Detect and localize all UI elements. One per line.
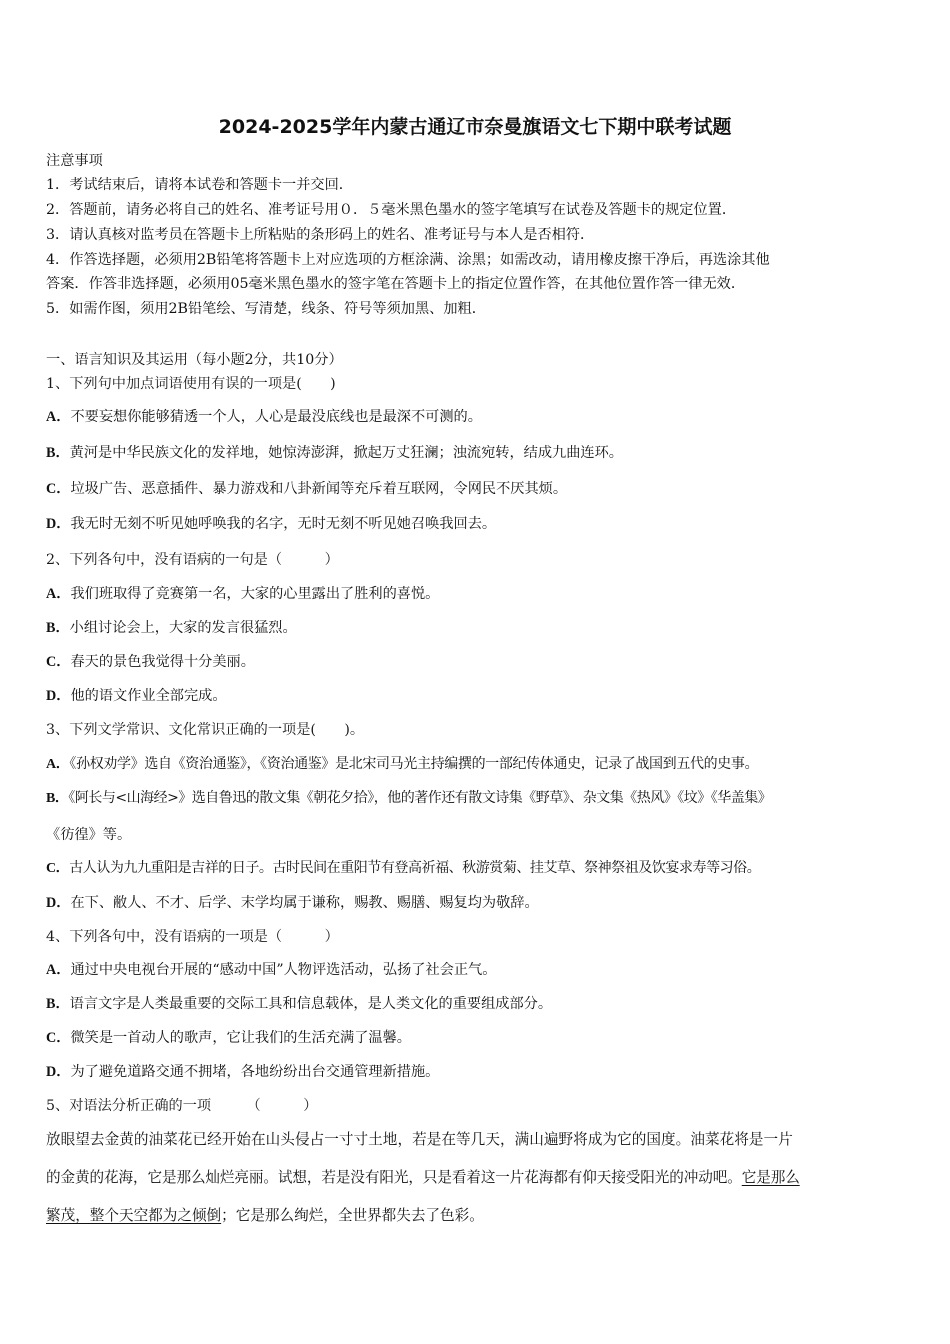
option-letter: B． bbox=[46, 445, 70, 461]
q3-option-c bbox=[46, 858, 760, 879]
passage-text: ；它是那么绚烂，全世界都失去了色彩。 bbox=[221, 1207, 484, 1224]
q3-option-a bbox=[46, 754, 758, 775]
question-2-stem: 2、下列各句中，没有语病的一句是（ ） bbox=[46, 552, 339, 568]
option-text: 通过中央电视台开展的“感动中国”人物评选活动，弘扬了社会正气。 bbox=[70, 962, 497, 978]
notice-item-4-cont: 答案．作答非选择题，必须用05毫米黑色墨水的签字笔在答题卡上的指定位置作答，在其他位置作答一律无效． bbox=[46, 276, 746, 292]
q2-option-d bbox=[46, 686, 227, 706]
option-letter: D． bbox=[46, 1064, 71, 1080]
q1-option-a bbox=[46, 407, 482, 427]
option-letter: D． bbox=[46, 688, 71, 704]
option-letter: A． bbox=[46, 757, 70, 772]
question-1-stem: 1、下列句中加点词语使用有误的一项是( ) bbox=[46, 376, 336, 392]
q1-option-d bbox=[46, 514, 496, 534]
option-letter: B． bbox=[46, 620, 70, 636]
option-text: 语言文字是人类最重要的交际工具和信息载体，是人类文化的重要组成部分。 bbox=[69, 996, 553, 1012]
notice-item-4: 4．作答选择题，必须用2B铅笔将答题卡上对应选项的方框涂满、涂黑；如需改动，请用橡皮擦干净后，再选涂其他 bbox=[46, 252, 770, 268]
q4-option-d bbox=[46, 1062, 439, 1082]
notice-item-5: 5．如需作图，须用2B铅笔绘、写清楚，线条、符号等须加黑、加粗． bbox=[46, 301, 486, 317]
option-letter: B． bbox=[46, 791, 69, 806]
q2-option-c bbox=[46, 652, 255, 672]
q1-option-b bbox=[46, 443, 623, 463]
q2-option-a bbox=[46, 584, 439, 604]
option-text: 黄河是中华民族文化的发祥地，她惊涛澎湃，掀起万丈狂澜；浊流宛转，结成九曲连环。 bbox=[69, 445, 623, 461]
q4-option-a bbox=[46, 960, 496, 980]
q3-option-b-cont: 《彷徨》等。 bbox=[46, 827, 132, 843]
option-letter: C． bbox=[46, 654, 71, 670]
q4-option-b bbox=[46, 994, 552, 1014]
option-text: 在下、敝人、不才、后学、末学均属于谦称，赐教、赐膳、赐复均为敬辞。 bbox=[70, 895, 539, 911]
option-text: 小组讨论会上，大家的发言很猛烈。 bbox=[69, 620, 297, 636]
option-text: 他的语文作业全部完成。 bbox=[70, 688, 227, 704]
underlined-sentence: 它是那么 bbox=[741, 1169, 800, 1186]
q3-option-b bbox=[46, 788, 771, 809]
option-text: 古人认为九九重阳是吉祥的日子。古时民间在重阳节有登高祈福、秋游赏菊、挂艾草、祭神祭祖及饮宴求寿等习俗。 bbox=[69, 860, 761, 876]
underlined-sentence: 繁茂，整个天空都为之倾倒 bbox=[46, 1207, 222, 1224]
page-title: 2024-2025学年内蒙古通辽市奈曼旗语文七下期中联考试题 bbox=[218, 116, 732, 138]
q5-passage-line-3 bbox=[46, 1206, 484, 1226]
notice-item-2: 2．答题前，请务必将自己的姓名、准考证号用０．５毫米黑色墨水的签字笔填写在试卷及答题卡的规定位置． bbox=[46, 202, 737, 218]
q5-passage-line-1: 放眼望去金黄的油菜花已经开始在山头侵占一寸寸土地，若是在等几天，满山遍野将成为它的国度。油菜花将是一片 bbox=[46, 1131, 793, 1148]
notice-item-1: 1．考试结束后，请将本试卷和答题卡一并交回． bbox=[46, 177, 353, 193]
option-text: 我无时无刻不听见她呼唤我的名字，无时无刻不听见她召唤我回去。 bbox=[70, 516, 497, 532]
notice-heading: 注意事项 bbox=[46, 153, 103, 169]
q1-option-c bbox=[46, 479, 567, 499]
option-text: 《阿长与<山海经>》选自鲁迅的散文集《朝花夕拾》，他的著作还有散文诗集《野草》、杂文集《热风》《坟》《华盖集》 bbox=[68, 790, 772, 806]
option-letter: D． bbox=[46, 516, 71, 532]
question-4-stem: 4、下列各句中，没有语病的一项是（ ） bbox=[46, 929, 339, 945]
option-text: 垃圾广告、恶意插件、暴力游戏和八卦新闻等充斥着互联网，令网民不厌其烦。 bbox=[70, 481, 568, 497]
option-text: 《孙权劝学》选自《资治通鉴》，《资治通鉴》是北宋司马光主持编撰的一部纪传体通史，记录了战国到五代的史事。 bbox=[69, 756, 759, 772]
option-letter: A． bbox=[46, 409, 71, 425]
option-letter: C． bbox=[46, 1030, 71, 1046]
option-text: 为了避免道路交通不拥堵，各地纷纷出台交通管理新措施。 bbox=[70, 1064, 440, 1080]
q4-option-c bbox=[46, 1028, 411, 1048]
section-heading: 一、语言知识及其运用（每小题2分，共10分） bbox=[46, 352, 343, 368]
option-text: 不要妄想你能够猜透一个人，人心是最没底线也是最深不可测的。 bbox=[70, 409, 482, 425]
option-text: 微笑是一首动人的歌声，它让我们的生活充满了温馨。 bbox=[70, 1030, 411, 1046]
option-letter: A． bbox=[46, 962, 71, 978]
q3-option-d bbox=[46, 893, 539, 913]
option-text: 我们班取得了竞赛第一名，大家的心里露出了胜利的喜悦。 bbox=[70, 586, 440, 602]
option-letter: D． bbox=[46, 895, 71, 911]
passage-text: 的金黄的花海，它是那么灿烂亮丽。试想，若是没有阳光，只是看着这一片花海都有仰天接受阳光的冲动吧。 bbox=[46, 1169, 742, 1186]
question-5-stem: 5、对语法分析正确的一项 （ ） bbox=[46, 1098, 318, 1114]
option-letter: C． bbox=[46, 861, 70, 876]
option-letter: A． bbox=[46, 586, 71, 602]
option-letter: C． bbox=[46, 481, 71, 497]
q5-passage-line-2 bbox=[46, 1168, 800, 1188]
option-text: 春天的景色我觉得十分美丽。 bbox=[70, 654, 255, 670]
question-3-stem: 3、下列文学常识、文化常识正确的一项是( )。 bbox=[46, 722, 365, 738]
q2-option-b bbox=[46, 618, 297, 638]
option-letter: B． bbox=[46, 996, 70, 1012]
notice-item-3: 3．请认真核对监考员在答题卡上所粘贴的条形码上的姓名、准考证号与本人是否相符． bbox=[46, 227, 595, 243]
